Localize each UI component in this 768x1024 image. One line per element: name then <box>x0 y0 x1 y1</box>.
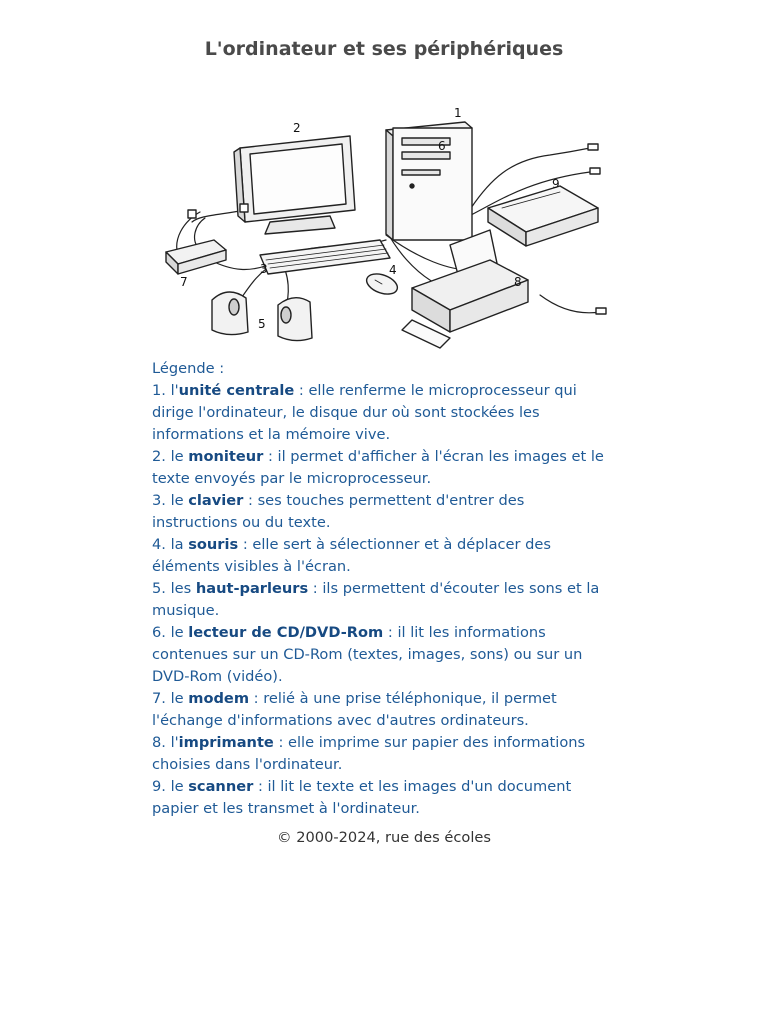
figure-label-7: 7 <box>180 275 188 289</box>
legend-term: modem <box>188 690 250 707</box>
legend-term: moniteur <box>188 448 264 465</box>
printer <box>402 230 528 348</box>
figure-label-5: 5 <box>258 317 266 331</box>
figure-label-9: 9 <box>552 177 560 191</box>
figure-label-6: 6 <box>438 139 446 153</box>
legend-item: 4. la souris : elle sert à sélectionner et à déplacer des éléments visibles à l'écran. <box>152 536 551 575</box>
computer-peripherals-illustration <box>150 100 620 350</box>
central-unit-tower <box>386 122 472 240</box>
figure-label-2: 2 <box>293 121 301 135</box>
legend-heading: Légende : <box>152 360 225 377</box>
legend-item: 5. les haut-parleurs : ils permettent d'écouter les sons et la musique. <box>152 580 600 619</box>
scanner <box>488 186 598 246</box>
legend-term: scanner <box>188 778 254 795</box>
figure-label-8: 8 <box>514 275 522 289</box>
figure-label-1: 1 <box>454 106 462 120</box>
legend-term: haut-parleurs <box>195 580 309 597</box>
legend-term: unité centrale <box>178 382 295 399</box>
legend-term: clavier <box>188 492 244 509</box>
legend-item: 8. l'imprimante : elle imprime sur papier des informations choisies dans l'ordinateur. <box>152 734 586 773</box>
legend-item: 1. l'unité centrale : elle renferme le microprocesseur qui dirige l'ordinateur, le disque dur où sont stockées les informations et la mémoire vive. <box>152 382 577 443</box>
legend-item: 2. le moniteur : il permet d'afficher à l'écran les images et le texte envoyés par le microprocesseur. <box>152 448 604 487</box>
legend-item: 6. le lecteur de CD/DVD-Rom : il lit les informations contenues sur un CD-Rom (textes, images, sons) ou sur un DVD-Rom (vidéo). <box>152 624 583 685</box>
legend <box>152 358 614 820</box>
legend-item: 3. le clavier : ses touches permettent d'entrer des instructions ou du texte. <box>152 492 525 531</box>
figure-label-4: 4 <box>389 263 397 277</box>
legend-item: 7. le modem : relié à une prise téléphonique, il permet l'échange d'informations avec d'autres ordinateurs. <box>152 690 557 729</box>
page-title: L'ordinateur et ses périphériques <box>204 38 564 60</box>
modem <box>166 240 226 274</box>
legend-item: 9. le scanner : il lit le texte et les images d'un document papier et les transmet à l'ordinateur. <box>152 778 572 817</box>
keyboard <box>260 240 390 274</box>
copyright-footer: © 2000-2024, rue des écoles <box>277 829 491 846</box>
monitor <box>234 136 355 234</box>
legend-term: imprimante <box>178 734 274 751</box>
legend-term: souris <box>188 536 239 553</box>
figure-label-3: 3 <box>260 262 268 276</box>
legend-term: lecteur de CD/DVD-Rom <box>188 624 384 641</box>
